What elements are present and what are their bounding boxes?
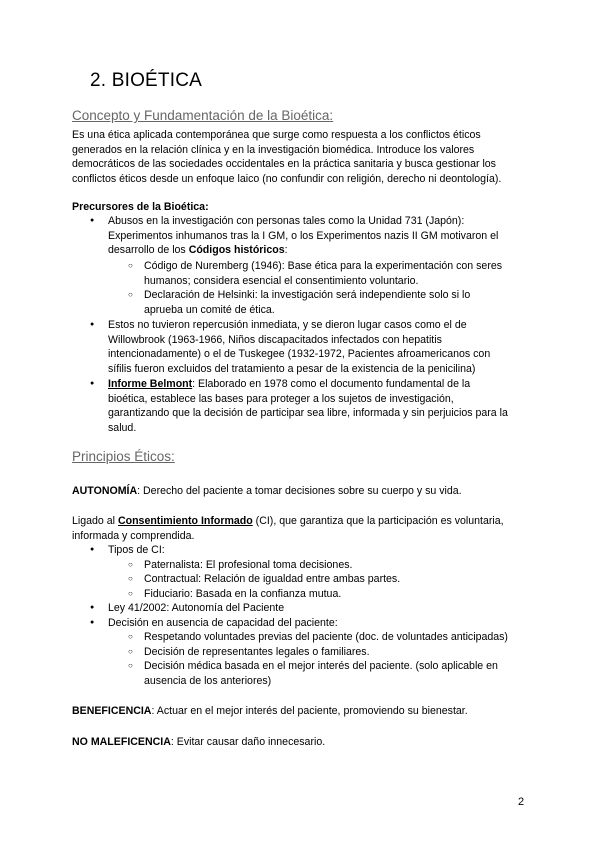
text-line: informada y comprendida. <box>72 529 195 542</box>
beneficencia-term: BENEFICENCIA <box>72 705 152 717</box>
text-line: ○ Declaración de Helsinki: la investigación será independiente solo si lo <box>144 289 471 301</box>
sub-item-paternalista: ○ Paternalista: El profesional toma decisiones. <box>144 558 352 573</box>
page-title: 2. BIOÉTICA <box>90 70 203 91</box>
text-span: : Evitar causar daño innecesario. <box>170 736 326 748</box>
list-item-belmont <box>108 377 508 435</box>
page-number: 2 <box>518 796 525 808</box>
text-span: : Derecho del paciente a tomar decisiones sobre su cuerpo y su vida. <box>137 485 462 497</box>
text-line: Es una ética aplicada contemporánea que surge como respuesta a los conflictos éticos <box>72 129 481 141</box>
list-item-abusos <box>108 214 498 258</box>
precursores-heading: Precursores de la Bioética: <box>72 201 209 213</box>
text-span: desarrollo de los <box>108 244 189 257</box>
text-line: Willowbrook (1963-1966, Niños discapacitados infectados con hepatitis <box>108 333 442 346</box>
text-span: : Actuar en el mejor interés del paciente, promoviendo su bienestar. <box>151 705 468 717</box>
section-heading-concepto: Concepto y Fundamentación de la Bioética: <box>72 108 334 123</box>
text-line: bioética, establece las bases para proteger a los sujetos de investigación, <box>108 392 454 405</box>
list-item-casos <box>108 318 490 376</box>
sub-item-representantes: ○ Decisión de representantes legales o familiares. <box>144 645 370 660</box>
autonomia-line <box>72 484 462 499</box>
no-maleficencia-line <box>72 735 325 750</box>
text-line: ○ Código de Nuremberg (1946): Base ética para la experimentación con seres <box>144 260 503 272</box>
text-span: (CI), que garantiza que la participación es voluntaria, <box>252 515 504 527</box>
text-line: garantizando que la decisión de participar sea libre, informada y sin perjuicios para la <box>108 407 508 420</box>
beneficencia-line <box>72 704 468 719</box>
text-line: aprueba un comité de ética. <box>144 303 275 316</box>
text-span: : Elaborado en 1978 como el documento fundamental de la <box>192 378 471 390</box>
text-line <box>72 514 504 529</box>
text-line: ○ Decisión médica basada en el mejor interés del paciente. (solo aplicable en <box>144 660 498 672</box>
text-line: ● Abusos en la investigación con personas tales como la Unidad 731 (Japón): <box>108 215 465 227</box>
sub-item-decision-medica <box>144 659 498 688</box>
sub-item-voluntades: ○ Respetando voluntades previas del paciente (doc. de voluntades anticipadas) <box>144 630 508 645</box>
text-line <box>108 243 498 258</box>
text-line <box>108 377 508 392</box>
list-item-ley: ● Ley 41/2002: Autonomía del Paciente <box>108 601 284 616</box>
sub-item-nuremberg <box>144 259 502 288</box>
text-line: conflictos éticos desde un enfoque laico (no confundir con religión, derecho ni deontología). <box>72 172 502 185</box>
list-item-tipos-ci: ● Tipos de CI: <box>108 543 165 558</box>
list-item-ausencia: ● Decisión en ausencia de capacidad del paciente: <box>108 616 338 631</box>
section-heading-principios: Principios Éticos: <box>72 449 175 464</box>
codigos-historicos-term: Códigos históricos <box>188 244 285 257</box>
text-span: : <box>284 244 288 257</box>
consentimiento-informado-term: Consentimiento Informado <box>117 515 253 527</box>
text-line: Experimentos inhumanos tras la I GM, o los Experimentos nazis II GM motivaron el <box>108 229 499 242</box>
consentimiento-paragraph <box>72 514 504 543</box>
sub-item-fiduciario: ○ Fiduciario: Basada en la confianza mutua. <box>144 587 341 602</box>
text-line: sífilis fueron excluidos del tratamiento a pesar de la existencia de la penicilina) <box>108 362 476 375</box>
autonomia-term: AUTONOMÍA <box>72 485 138 497</box>
sub-item-helsinki <box>144 288 470 317</box>
text-line: intencionadamente) o el de Tuskegee (1932-1972, Pacientes afroamericanos con <box>108 348 491 361</box>
informe-belmont-term: Informe Belmont <box>108 378 193 390</box>
text-span: Ligado al <box>72 515 118 527</box>
text-line: democráticos de las sociedades occidentales en la práctica sanitaria y busca gestionar los <box>72 158 496 171</box>
no-maleficencia-term: NO MALEFICENCIA <box>72 736 171 748</box>
text-line: humanos; considera esencial el consentimiento voluntario. <box>144 274 419 287</box>
sub-item-contractual: ○ Contractual: Relación de igualdad entre ambas partes. <box>144 572 400 587</box>
text-line: salud. <box>108 421 137 434</box>
text-line: ● Estos no tuvieron repercusión inmediata, y se dieron lugar casos como el de <box>108 319 467 331</box>
concepto-paragraph <box>72 128 501 186</box>
text-line: generados en la relación clínica y en la investigación biomédica. Introduce los valores <box>72 143 475 156</box>
text-line: ausencia de los anteriores) <box>144 674 272 687</box>
